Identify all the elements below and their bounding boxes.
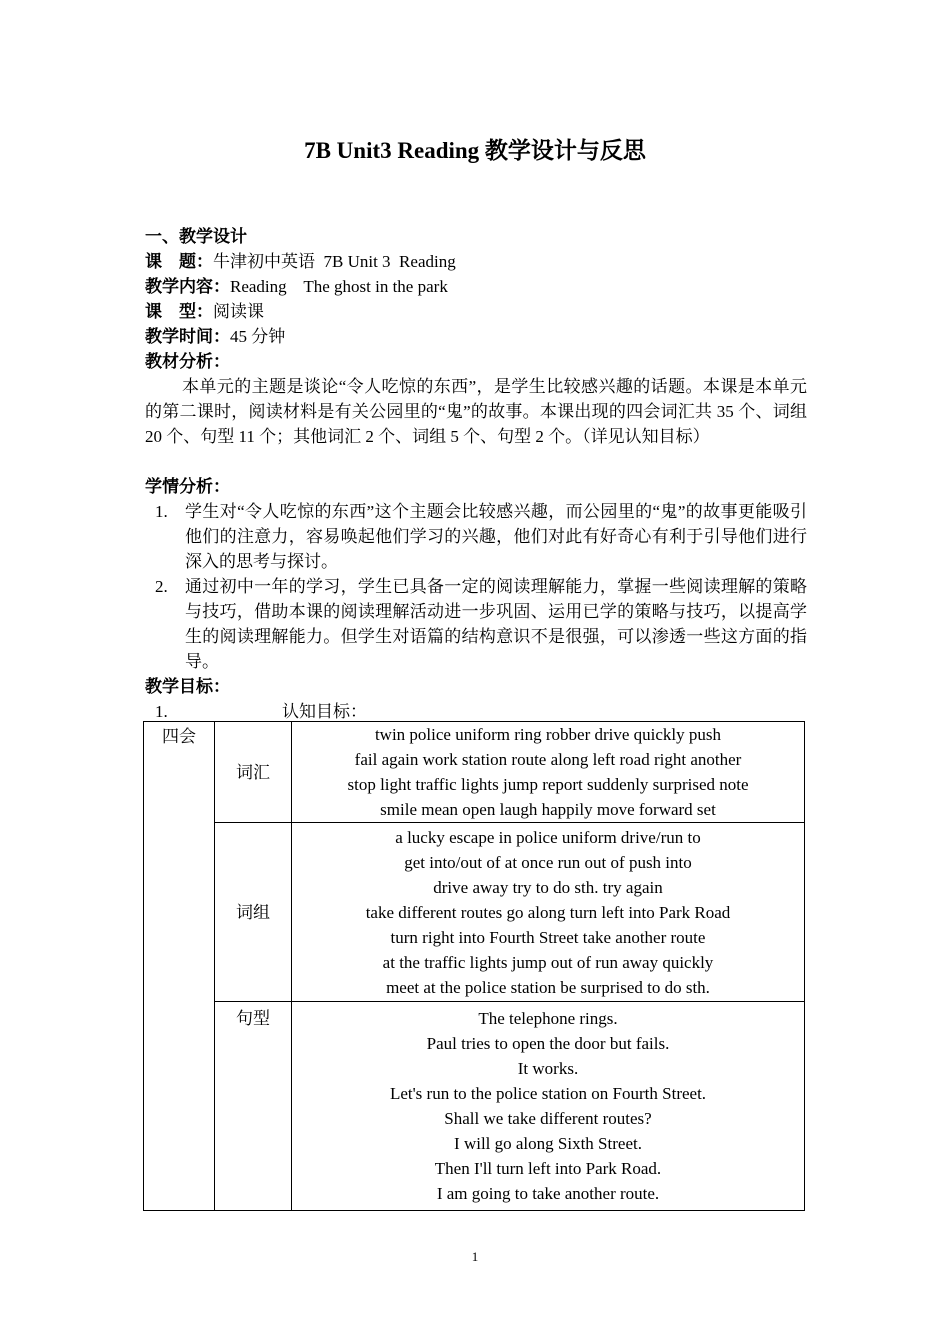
sentence-line: I am going to take another route. (436, 1184, 660, 1203)
info-value: 阅读课 (213, 302, 264, 321)
info-row-type (145, 299, 264, 324)
vocab-line: fail again work station route along left road right another (354, 750, 742, 769)
phrase-line: drive away try to do sth. try again (433, 877, 663, 897)
vocab-line: stop light traffic lights jump report suddenly surprised note (347, 775, 749, 794)
section-heading: 一、教学设计 (145, 227, 247, 246)
sentence-line: The telephone rings. (478, 1009, 618, 1028)
info-label: 教学时间： (145, 327, 230, 346)
list-item (145, 499, 807, 574)
sentence-line: Let's run to the police station on Fourth Street. (389, 1084, 707, 1103)
table-row (144, 1002, 805, 1211)
phrase-line: take different routes go along turn left into Park Road (365, 902, 731, 922)
table-row (144, 722, 805, 823)
info-label: 课 题： (145, 252, 213, 271)
goals-item-number: 1. (155, 702, 168, 721)
table-row (144, 823, 805, 1002)
sentence-line: It works. (517, 1059, 579, 1078)
table-label-cell: 句型 (215, 1002, 292, 1211)
info-value: 45 分钟 (230, 327, 286, 346)
phrase-line: get into/out of at once run out of push into (404, 852, 692, 872)
list-text: 学生对“令人吃惊的东西”这个主题会比较感兴趣，而公园里的“鬼”的故事更能吸引他们的注意力，容易唤起他们学习的兴趣，他们对此有好奇心有利于引导他们进行深入的思考与探讨。 (185, 502, 807, 571)
vocab-line: twin police uniform ring robber drive quickly push (374, 725, 722, 744)
phrase-line: a lucky escape in police uniform drive/run to (395, 827, 701, 847)
list-number: 1. (155, 502, 168, 521)
phrase-line: at the traffic lights jump out of run away quickly (382, 952, 714, 972)
list-item (145, 574, 807, 674)
info-label: 教学内容： (145, 277, 230, 296)
info-value: 牛津初中英语 7B Unit 3 Reading (213, 252, 456, 271)
info-row-time (145, 324, 285, 349)
objectives-table (143, 721, 805, 1211)
student-heading: 学情分析： (145, 477, 230, 496)
sentence-line: Shall we take different routes? (444, 1109, 652, 1128)
info-value: Reading The ghost in the park (230, 277, 448, 296)
table-category-cell: 四会 (144, 722, 215, 1211)
info-row-topic (145, 249, 456, 274)
table-content-cell (292, 823, 805, 1002)
vocab-line: smile mean open laugh happily move forward set (380, 800, 716, 819)
info-row-content (145, 274, 448, 299)
table-content-cell (292, 1002, 805, 1211)
material-heading: 教材分析： (145, 352, 230, 371)
sentence-line: Then I'll turn left into Park Road. (434, 1159, 662, 1178)
phrase-line: turn right into Fourth Street take another route (390, 927, 706, 947)
sentence-line: Paul tries to open the door but fails. (426, 1034, 670, 1053)
sentence-line: I will go along Sixth Street. (454, 1134, 642, 1153)
info-label: 课 型： (145, 302, 213, 321)
goals-heading: 教学目标： (145, 677, 230, 696)
goals-item-text: 认知目标： (282, 702, 367, 721)
table-label-cell: 词汇 (215, 722, 292, 823)
phrase-line: meet at the police station be surprised to do sth. (386, 977, 710, 997)
list-number: 2. (155, 577, 168, 596)
table-content-cell (292, 722, 805, 823)
list-text: 通过初中一年的学习，学生已具备一定的阅读理解能力，掌握一些阅读理解的策略与技巧，借助本课的阅读理解活动进一步巩固、运用已学的策略与技巧，以提高学生的阅读理解能力。但学生对语篇的结构意识不是很强，可以渗透一些这方面的指导。 (185, 577, 807, 671)
material-paragraph: 本单元的主题是谈论“令人吃惊的东西”，是学生比较感兴趣的话题。本课是本单元的第二课时，阅读材料是有关公园里的“鬼”的故事。本课出现的四会词汇共 35 个、词组 20 个、句型 11 个；其他词汇 2 个、词组 5 个、句型 2 个。（详见认知目标） (145, 377, 807, 446)
page-number: 1 (471, 1249, 479, 1264)
table-label-cell: 词组 (215, 823, 292, 1002)
document-title: 7B Unit3 Reading 教学设计与反思 (304, 138, 646, 163)
